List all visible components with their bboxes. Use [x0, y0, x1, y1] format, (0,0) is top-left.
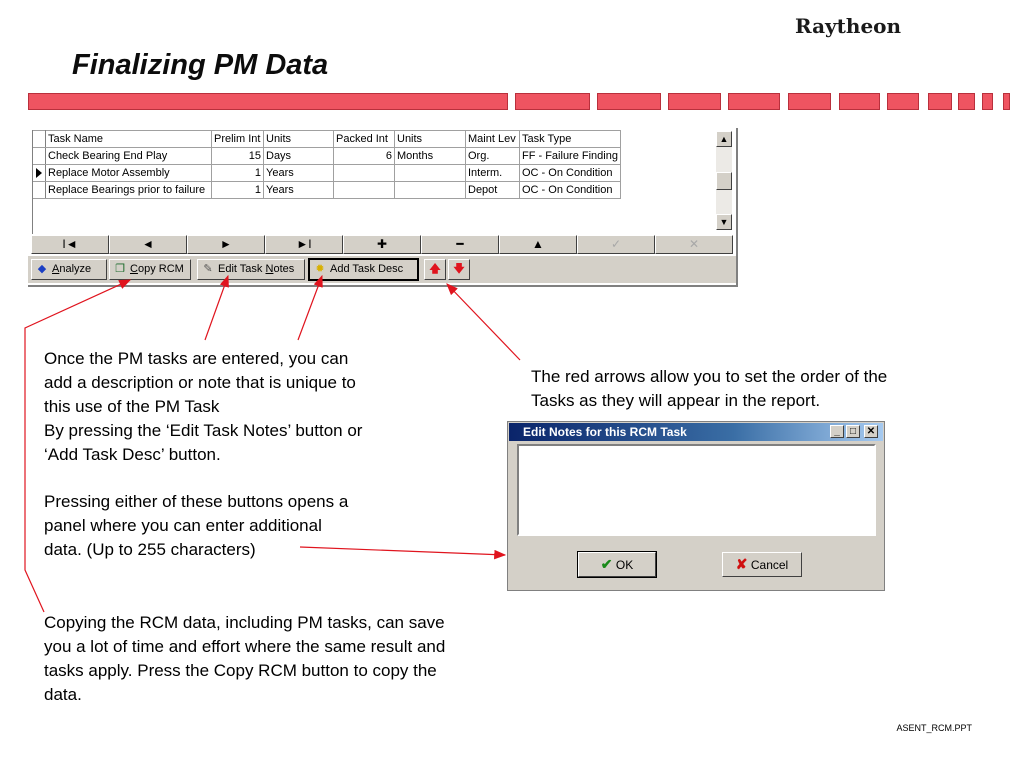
ok-button[interactable]: ✔ OK — [578, 552, 656, 577]
prelim-interval-cell[interactable]: 15 — [212, 148, 264, 165]
column-header[interactable]: Task Name — [46, 131, 212, 148]
callout-edit-notes — [205, 276, 228, 340]
callout-copy-rcm — [25, 280, 130, 612]
scroll-up-icon[interactable]: ▲ — [716, 131, 732, 147]
prelim-units-cell[interactable]: Years — [264, 182, 334, 199]
task-name-cell[interactable]: Replace Motor Assembly — [46, 165, 212, 182]
packed-interval-cell[interactable]: 6 — [334, 148, 395, 165]
first-record-icon: I◄ — [62, 237, 78, 251]
copy-rcm-button[interactable]: ❐ Copy RCM — [109, 259, 191, 280]
column-header[interactable]: Units — [395, 131, 466, 148]
notes-description-text: Once the PM tasks are entered, you can add a description or note that is unique to this use of the PM Task By pressing the ‘Edit Task Notes’ button or ‘Add Task Desc’ button. — [44, 349, 363, 464]
callout-add-desc — [298, 276, 322, 340]
lightbulb-icon: ✹ — [315, 263, 325, 275]
task-type-cell[interactable]: FF - Failure Finding — [520, 148, 621, 165]
red-arrows-description-text: The red arrows allow you to set the order of the Tasks as they will appear in the report. — [531, 367, 888, 410]
red-down-arrow-icon: 🡇 — [453, 263, 465, 275]
footer-filename: ASENT_RCM.PPT — [896, 723, 972, 733]
panel-description-text: Pressing either of these buttons opens a panel where you can enter additional data. (Up to 255 characters) — [44, 492, 349, 559]
maximize-icon[interactable]: □ — [846, 425, 860, 438]
minimize-icon[interactable]: _ — [830, 425, 844, 438]
add-task-desc-button[interactable]: ✹ Add Task Desc — [309, 259, 418, 280]
maint-level-cell[interactable]: Depot — [466, 182, 520, 199]
task-type-cell[interactable]: OC - On Condition — [520, 182, 621, 199]
x-icon: ✘ — [735, 556, 748, 572]
copy-rcm-description-text: Copying the RCM data, including PM tasks, can save you a lot of time and effort where the same result and tasks apply. Press the Copy RCM button to copy the data. — [44, 613, 446, 704]
maint-level-cell[interactable]: Org. — [466, 148, 520, 165]
raytheon-logo: Raytheon — [795, 14, 902, 38]
prelim-interval-cell[interactable]: 1 — [212, 182, 264, 199]
prelim-interval-cell[interactable]: 1 — [212, 165, 264, 182]
task-type-cell[interactable]: OC - On Condition — [520, 165, 621, 182]
task-name-cell[interactable]: Replace Bearings prior to failure — [46, 182, 212, 199]
callout-red-arrows — [447, 284, 520, 360]
edit-task-notes-button[interactable]: ✎ Edit Task Notes — [197, 259, 305, 280]
next-record-icon: ► — [220, 237, 232, 251]
cancel-button[interactable]: ✘ Cancel — [722, 552, 802, 577]
column-header[interactable]: Maint Lev — [466, 131, 520, 148]
column-header[interactable]: Units — [264, 131, 334, 148]
analyze-button[interactable]: ◆ Analyze — [31, 259, 107, 280]
cancel-edit-icon: ✕ — [688, 237, 700, 251]
edit-record-icon: ▲ — [532, 237, 544, 251]
analyze-icon: ◆ — [37, 263, 47, 275]
prelim-units-cell[interactable]: Years — [264, 165, 334, 182]
column-header[interactable]: Packed Int — [334, 131, 395, 148]
prior-record-icon: ◄ — [142, 237, 154, 251]
insert-record-icon: ✚ — [376, 237, 388, 251]
check-icon: ✔ — [600, 556, 613, 572]
scroll-down-icon[interactable]: ▼ — [716, 214, 732, 230]
prelim-units-cell[interactable]: Days — [264, 148, 334, 165]
packed-units-cell[interactable]: Months — [395, 148, 466, 165]
close-icon[interactable]: ✕ — [864, 425, 878, 438]
dialog-title-bar[interactable]: Edit Notes for this RCM Task — [509, 423, 883, 441]
column-header[interactable]: Prelim Int — [212, 131, 264, 148]
callout-dialog — [300, 547, 505, 555]
slide-title: Finalizing PM Data — [72, 49, 329, 81]
post-edit-icon: ✓ — [610, 237, 622, 251]
notes-icon: ✎ — [203, 263, 213, 275]
copy-icon: ❐ — [115, 263, 125, 275]
red-up-arrow-icon: 🡅 — [429, 263, 441, 275]
maint-level-cell[interactable]: Interm. — [466, 165, 520, 182]
last-record-icon: ►I — [296, 237, 312, 251]
task-name-cell[interactable]: Check Bearing End Play — [46, 148, 212, 165]
delete-record-icon: ━ — [456, 237, 464, 251]
column-header[interactable]: Task Type — [520, 131, 621, 148]
